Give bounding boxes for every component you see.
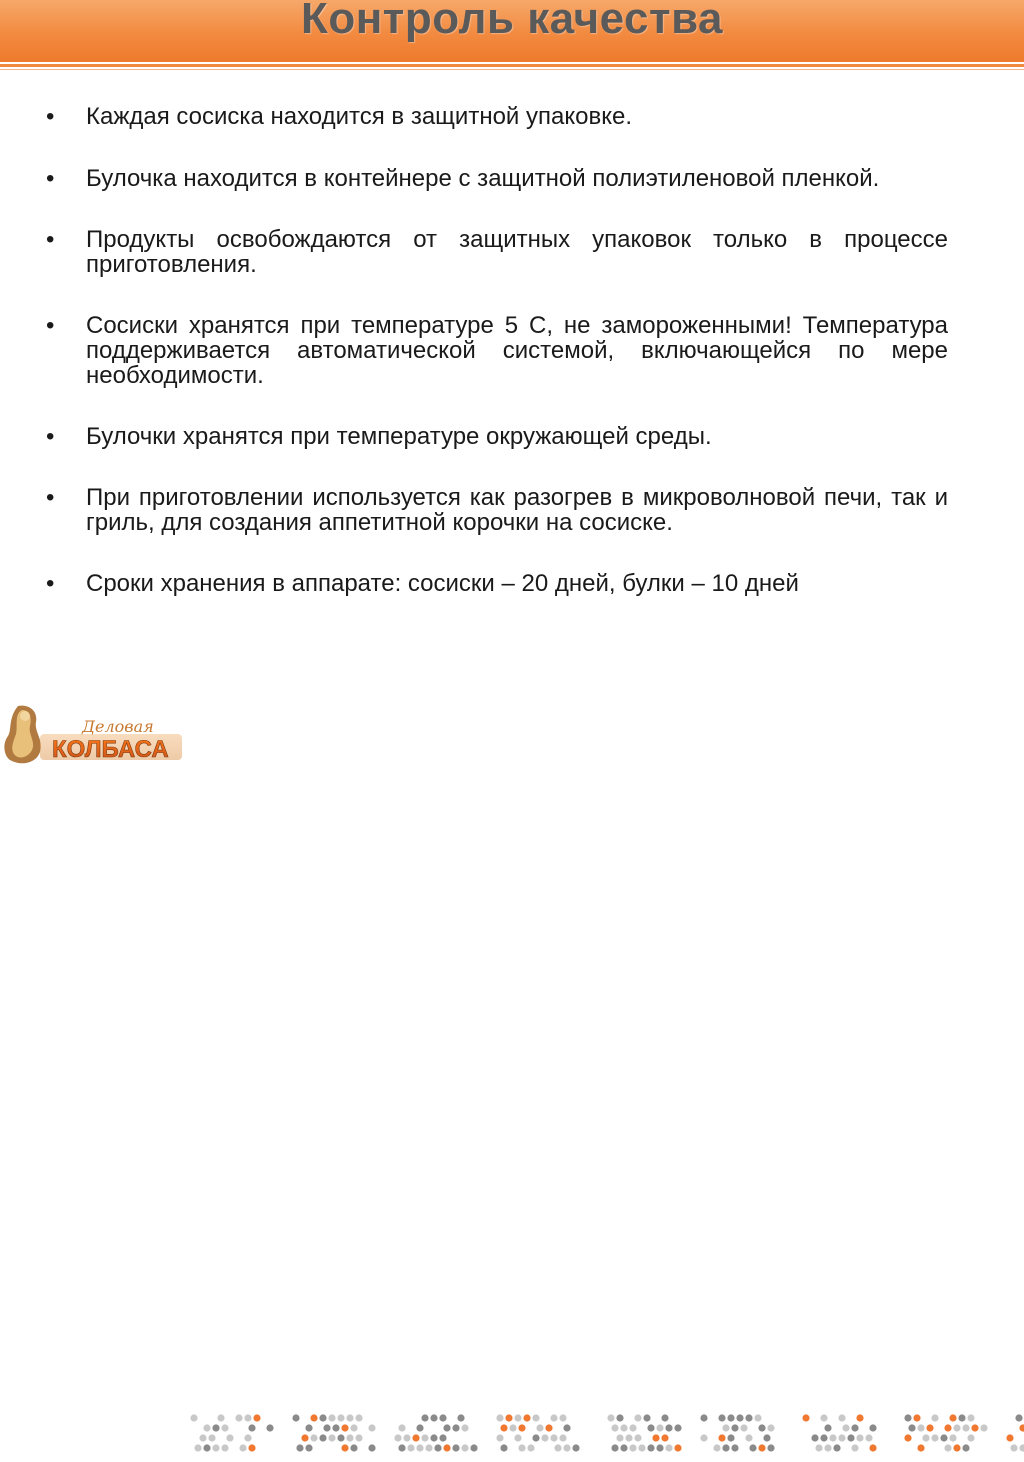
bullet-item-3 [46, 227, 948, 277]
bullet-text: При приготовлении используется как разогрев в микроволновой печи, так и гриль, для создания аппетитной корочки на сосиске. [86, 484, 948, 536]
bullet-dot: • [46, 312, 55, 339]
bullet-dot: • [46, 570, 55, 597]
bullet-dot: • [46, 103, 55, 130]
bullet-text: Каждая сосиска находится в защитной упаковке. [86, 103, 632, 130]
title-underline-thin [0, 69, 1024, 70]
bullet-dot: • [46, 423, 55, 450]
logo-top-text: Деловая [82, 717, 154, 736]
decorative-dot-pattern [190, 1412, 1024, 1462]
bullet-text: Булочки хранятся при температуре окружающей среды. [86, 423, 712, 450]
footer [0, 700, 1024, 768]
slide-title: Контроль качества [300, 0, 724, 43]
figure-icon [4, 706, 41, 764]
bullet-dot: • [46, 484, 55, 511]
bullet-item-6 [46, 485, 948, 535]
bullet-list [46, 104, 948, 596]
title-bar [0, 0, 1024, 62]
bullet-text: Булочка находится в контейнере с защитной полиэтиленовой пленкой. [86, 165, 880, 192]
logo-bottom-text: КОЛБАСА [52, 736, 169, 763]
bullet-text: Сроки хранения в аппарате: сосиски – 20 дней, булки – 10 дней [86, 570, 799, 597]
bullet-dot: • [46, 226, 55, 253]
bullet-item-2 [46, 166, 948, 191]
bullet-item-5 [46, 424, 948, 449]
title-underline [0, 64, 1024, 67]
bullet-item-4 [46, 313, 948, 388]
bullet-dot: • [46, 165, 55, 192]
bullet-item-1 [46, 104, 948, 129]
bullet-item-7 [46, 571, 948, 596]
brand-logo [0, 700, 190, 768]
bullet-text: Сосиски хранятся при температуре 5 С, не замороженными! Температура поддерживается автоматической системой, включающейся по мере необходимости. [86, 312, 948, 389]
bullet-text: Продукты освобождаются от защитных упаковок только в процессе приготовления. [86, 226, 948, 278]
